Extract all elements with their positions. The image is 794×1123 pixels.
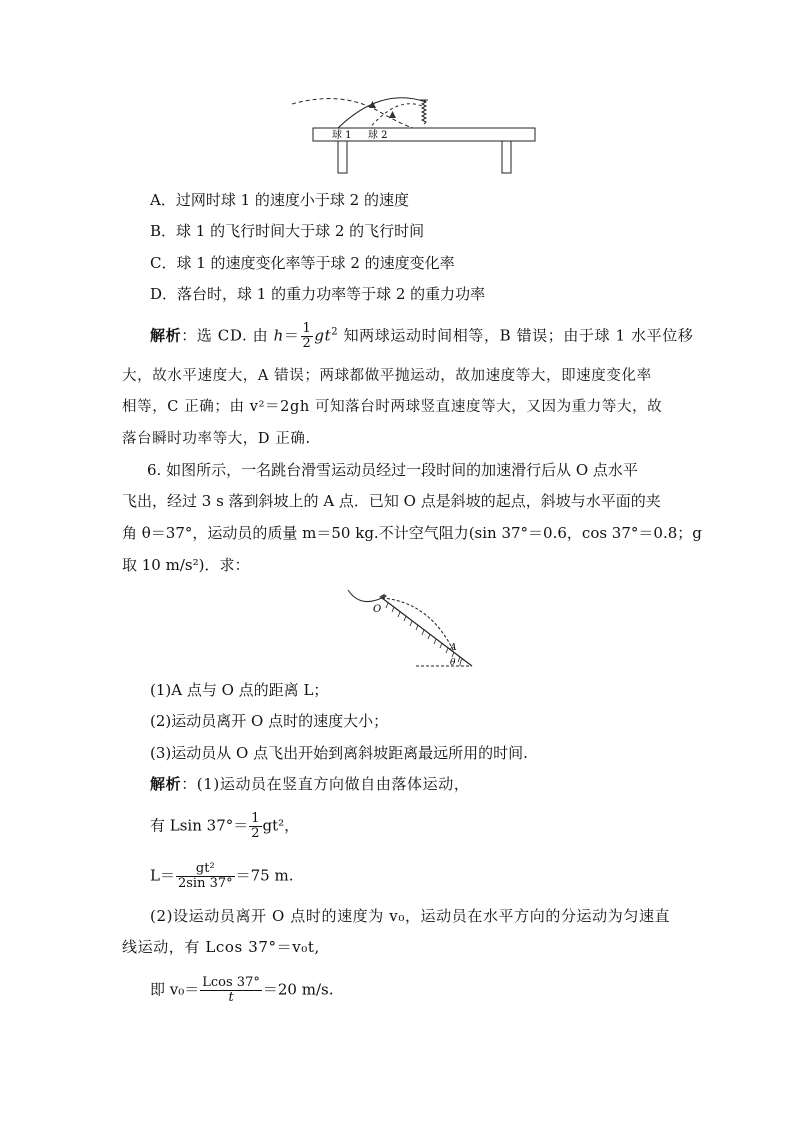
equation-3-fraction [200,976,262,1005]
option-d: D．落台时，球 1 的重力功率等于球 2 的重力功率 [150,285,486,303]
equation-3 [150,976,333,1005]
question-3: (3)运动员从 O 点飞出开始到离斜坡距离最远所用的时间. [150,744,528,762]
equation-1 [150,812,299,841]
ball2-label: 球 2 [368,130,388,141]
analysis2-label: 解析 [150,775,182,793]
equation-2-pre: L＝ [150,866,175,885]
analysis2-line5: 线运动，有 Lcos 37°＝v₀t, [122,938,320,956]
equation-2-post: ＝75 m. [235,866,294,885]
equation-2-fraction [176,862,235,891]
ski-slope-figure [346,586,478,670]
analysis2-line4: (2)设运动员离开 O 点时的速度为 v₀，运动员在水平方向的分运动为匀速直 [150,907,671,925]
problem6-line4: 取 10 m/s²)．求： [122,556,250,574]
analysis1-line1-post: 知两球运动时间相等，B 错误；由于球 1 水平位移 [338,326,694,345]
equation-1-pre: 有 Lsin 37°＝ [150,816,249,835]
point-o-label: O [373,604,382,615]
analysis2-line1-text: ：(1)运动员在竖直方向做自由落体运动， [181,775,470,793]
option-c: C．球 1 的速度变化率等于球 2 的速度变化率 [150,254,455,272]
theta-label: θ [450,658,456,668]
option-a: A．过网时球 1 的速度小于球 2 的速度 [150,191,409,209]
equation-2-denominator: 2sin 37° [177,876,233,891]
analysis-label: 解析 [150,326,182,345]
point-a-label: A [450,643,457,653]
option-b: B．球 1 的飞行时间大于球 2 的飞行时间 [150,222,425,240]
equation-1-post: gt²， [262,816,300,835]
equation-2 [150,862,293,891]
table-tennis-figure [280,92,540,176]
analysis1-line1-pre: ：选 CD. 由 [181,326,274,345]
analysis2-line1 [150,774,469,794]
analysis1-line1: 解析：选 CD. 由 h＝ $\frac{1}{2}$ $gt^2$ 知两球运动时间相等，B 错误；由于球 1 水平位移 [150,321,694,351]
fraction-one-half: $\frac{1}{2}$ [302,321,312,351]
equation-3-denominator: t [228,990,234,1005]
fraction-one-half-2: $\frac{1}{2}$ [251,811,260,841]
problem6-line2: 飞出，经过 3 s 落到斜坡上的 A 点．已知 O 点是斜坡的起点，斜坡与水平面的夹 [122,492,661,510]
equation-3-pre: 即 v₀＝ [150,980,200,999]
equation-3-post: ＝20 m/s. [262,980,334,999]
equation-2-numerator: gt² [176,862,235,877]
question-2: (2)运动员离开 O 点时的速度大小； [150,712,389,730]
equation-3-numerator: Lcos 37° [202,975,260,990]
problem6-line1: 6. 如图所示，一名跳台滑雪运动员经过一段时间的加速滑行后从 O 点水平 [147,461,638,479]
analysis1-line4: 落台瞬时功率等大，D 正确. [122,431,311,447]
analysis1-line2: 大，故水平速度大，A 错误；两球都做平抛运动，故加速度等大，即速度变化率 [122,368,652,384]
ball1-label: 球 1 [332,130,352,141]
analysis1-line3: 相等，C 正确；由 v²＝2gh 可知落台时两球竖直速度等大，又因为重力等大，故 [122,399,663,415]
problem6-line3: 角 θ＝37°，运动员的质量 m＝50 kg.不计空气阻力(sin 37°＝0.6，cos 37°＝0.8；g [122,524,702,542]
question-1: (1)A 点与 O 点的距离 L； [150,681,329,699]
